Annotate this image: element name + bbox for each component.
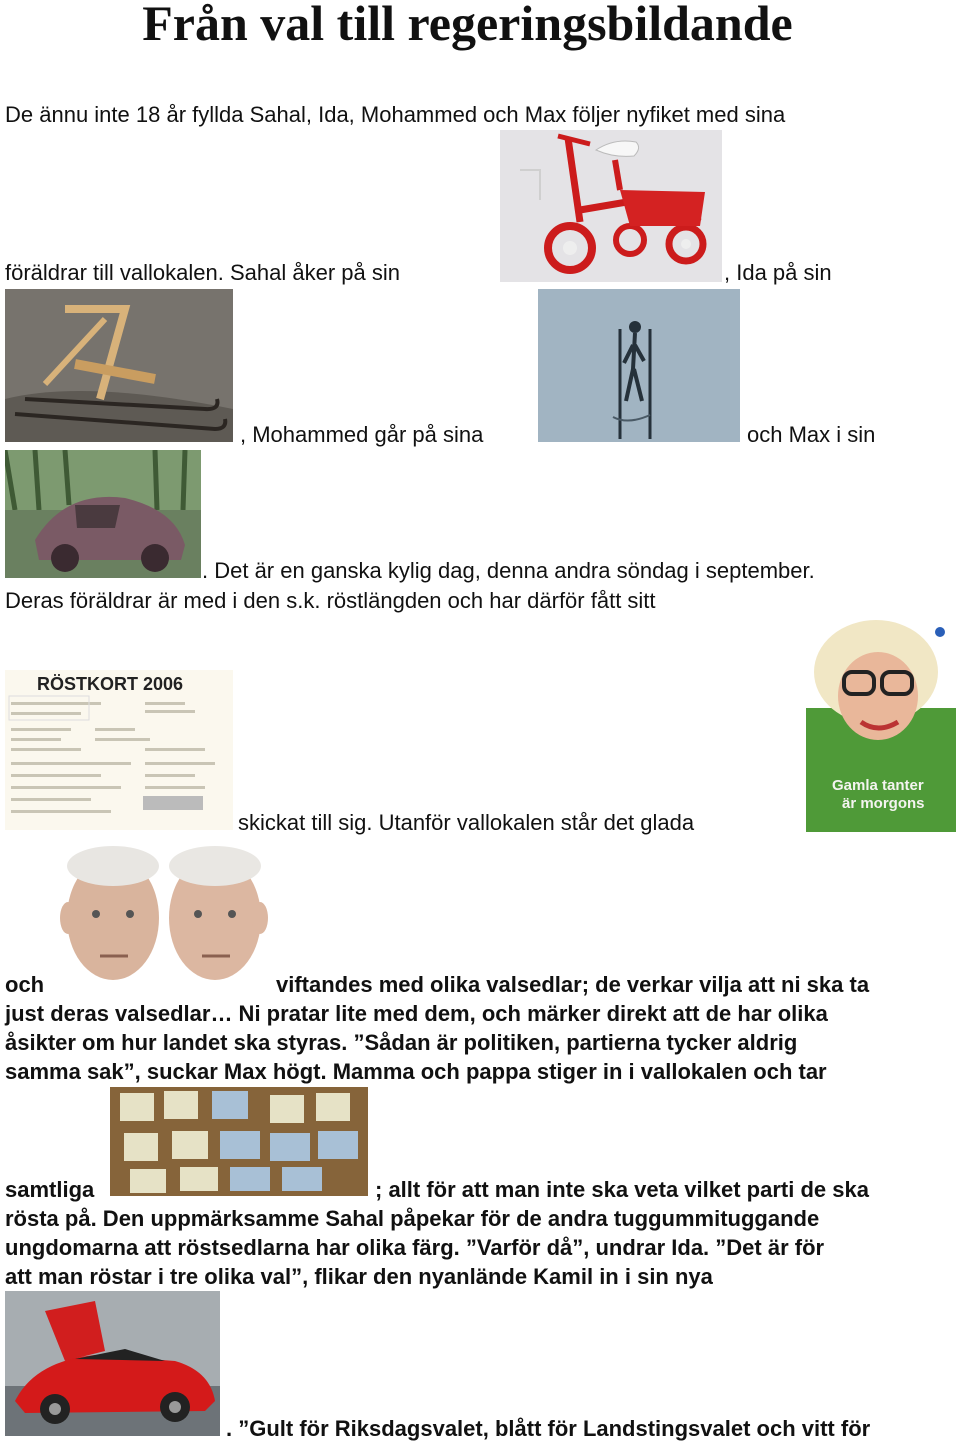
voting-card-heading: RÖSTKORT 2006 bbox=[37, 674, 184, 694]
campaign-poster-image bbox=[806, 612, 956, 832]
sports-car-image bbox=[5, 1291, 220, 1436]
politicians-image bbox=[58, 838, 268, 990]
poster-slogan-1: Gamla tanter bbox=[832, 777, 924, 794]
text-line-5: Deras föräldrar är med i den s.k. röstlängden och har därför fått sitt bbox=[5, 588, 656, 613]
text-line-2b: , Ida på sin bbox=[724, 260, 832, 285]
page-title: Från val till regeringsbildande bbox=[142, 0, 793, 51]
kicksled-image bbox=[5, 289, 233, 442]
text-line-8: just deras valsedlar… Ni pratar lite med dem, och märker direkt att de har olika bbox=[5, 1001, 828, 1026]
text-line-2a: föräldrar till vallokalen. Sahal åker på sin bbox=[5, 260, 400, 285]
text-line-1: De ännu inte 18 år fyllda Sahal, Ida, Mohammed och Max följer nyfiket med sina bbox=[5, 102, 786, 127]
text-line-6: skickat till sig. Utanför vallokalen står det glada bbox=[238, 810, 695, 835]
text-line-3b: och Max i sin bbox=[747, 422, 876, 447]
poster-slogan-2: är morgons bbox=[842, 795, 925, 812]
text-line-3a: , Mohammed går på sina bbox=[240, 422, 484, 447]
ballot-papers-image bbox=[110, 1087, 368, 1196]
text-line-4: . Det är en ganska kylig dag, denna andra söndag i september. bbox=[202, 558, 815, 583]
text-line-14: att man röstar i tre olika val”, flikar den nyanlände Kamil in i sin nya bbox=[5, 1264, 713, 1289]
text-line-11b: ; allt för att man inte ska veta vilket parti de ska bbox=[375, 1177, 869, 1202]
voting-card-image bbox=[5, 670, 233, 830]
rusty-car-image bbox=[5, 450, 201, 578]
text-line-13: ungdomarna att röstsedlarna har olika färg. ”Varför då”, undrar Ida. ”Det är för bbox=[5, 1235, 825, 1260]
text-line-7a: och bbox=[5, 972, 45, 997]
tricycle-image bbox=[500, 130, 722, 282]
text-line-12: rösta på. Den uppmärksamme Sahal påpekar för de andra tuggummituggande bbox=[5, 1206, 820, 1231]
text-line-7b: viftandes med olika valsedlar; de verkar vilja att ni ska ta bbox=[276, 972, 870, 997]
text-line-9: åsikter om hur landet ska styras. ”Sådan är politiken, partierna tycker aldrig bbox=[5, 1030, 798, 1055]
text-line-10: samma sak”, suckar Max högt. Mamma och pappa stiger in i vallokalen och tar bbox=[5, 1059, 827, 1084]
stilts-image bbox=[538, 289, 740, 442]
text-line-15: . ”Gult för Riksdagsvalet, blått för Landstingsvalet och vitt för bbox=[226, 1416, 871, 1441]
text-line-11a: samtliga bbox=[5, 1177, 95, 1202]
